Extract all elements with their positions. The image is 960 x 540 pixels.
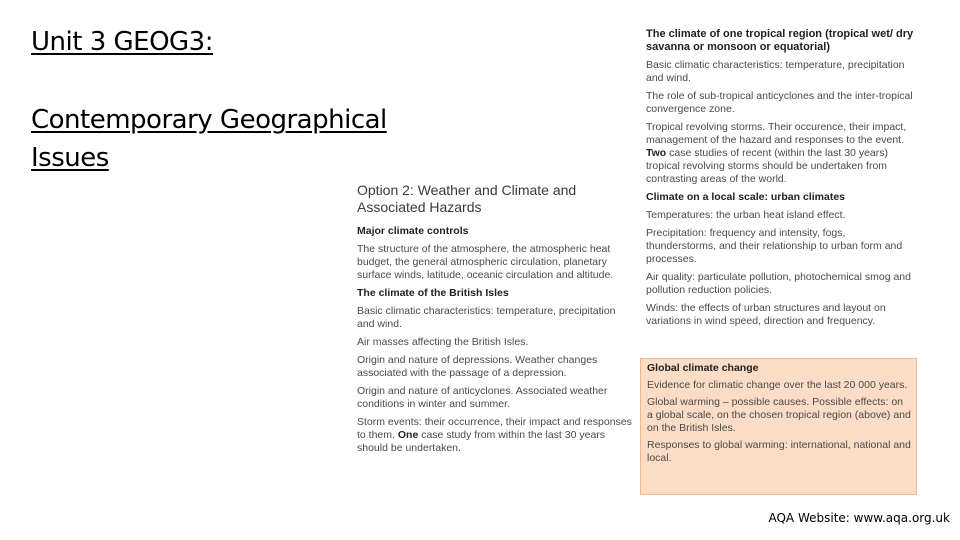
british-isles-p5 bbox=[357, 416, 635, 455]
major-controls-heading: Major climate controls bbox=[357, 225, 469, 237]
global-p3: Responses to global warming: international, national and local. bbox=[647, 439, 911, 464]
urban-p3: Air quality: particulate pollution, photochemical smog and pollution reduction policies. bbox=[646, 271, 911, 296]
global-climate-box bbox=[640, 358, 917, 495]
tropical-heading: The climate of one tropical region (tropical wet/ dry savanna or monsoon or equatorial) bbox=[646, 28, 914, 53]
british-isles-p1: Basic climatic characteristics: temperature, precipitation and wind. bbox=[357, 305, 616, 330]
global-p2: Global warming – possible causes. Possible effects: on a global scale, on the chosen tropical region (above) and on the British Isles. bbox=[647, 396, 911, 434]
urban-p2: Precipitation: frequency and intensity, fogs, thunderstorms, and their relationship to urban form and processes. bbox=[646, 227, 903, 265]
slide-subtitle: Contemporary Geographical Issues bbox=[31, 105, 387, 173]
spec-right-column bbox=[646, 28, 916, 333]
british-isles-p5-b: case study from within the last 30 years should be undertaken. bbox=[357, 429, 606, 454]
option-title: Option 2: Weather and Climate and Associated Hazards bbox=[357, 182, 577, 215]
tropical-p3-b: case studies of recent (within the last 30 years) tropical revolving storms should be undertaken from contrasting areas of the world. bbox=[646, 147, 888, 185]
british-isles-p2: Air masses affecting the British Isles. bbox=[357, 336, 529, 348]
urban-p4: Winds: the effects of urban structures and layout on variations in wind speed, direction and frequency. bbox=[646, 302, 886, 327]
tropical-p3-a: Tropical revolving storms. Their occurence, their impact, management of the hazard and responses to the event. bbox=[646, 121, 907, 146]
british-isles-p5-a: Storm events: their occurrence, their impact and responses to them. bbox=[357, 416, 632, 441]
british-isles-p4: Origin and nature of anticyclones. Associated weather conditions in winter and summer. bbox=[357, 385, 608, 410]
slide-title: Unit 3 GEOG3: bbox=[31, 27, 213, 57]
urban-p1: Temperatures: the urban heat island effect. bbox=[646, 209, 846, 221]
british-isles-heading: The climate of the British Isles bbox=[357, 287, 509, 299]
urban-heading: Climate on a local scale: urban climates bbox=[646, 191, 845, 203]
tropical-p2: The role of sub-tropical anticyclones and the inter-tropical convergence zone. bbox=[646, 90, 913, 115]
source-footer: AQA Website: www.aqa.org.uk bbox=[768, 511, 950, 525]
british-isles-p3: Origin and nature of depressions. Weather changes associated with the passage of a depression. bbox=[357, 354, 598, 379]
tropical-p3 bbox=[646, 121, 916, 186]
spec-left-column bbox=[357, 182, 635, 460]
tropical-p1: Basic climatic characteristics: temperature, precipitation and wind. bbox=[646, 59, 905, 84]
british-isles-p5-bold: One bbox=[397, 429, 419, 441]
global-heading: Global climate change bbox=[647, 362, 759, 374]
major-controls-text: The structure of the atmosphere, the atmospheric heat budget, the general atmospheric circulation, planetary surface winds, latitude, oceanic circulation and altitude. bbox=[357, 243, 614, 281]
global-p1: Evidence for climatic change over the last 20 000 years. bbox=[647, 379, 908, 391]
tropical-p3-bold: Two bbox=[646, 147, 667, 159]
